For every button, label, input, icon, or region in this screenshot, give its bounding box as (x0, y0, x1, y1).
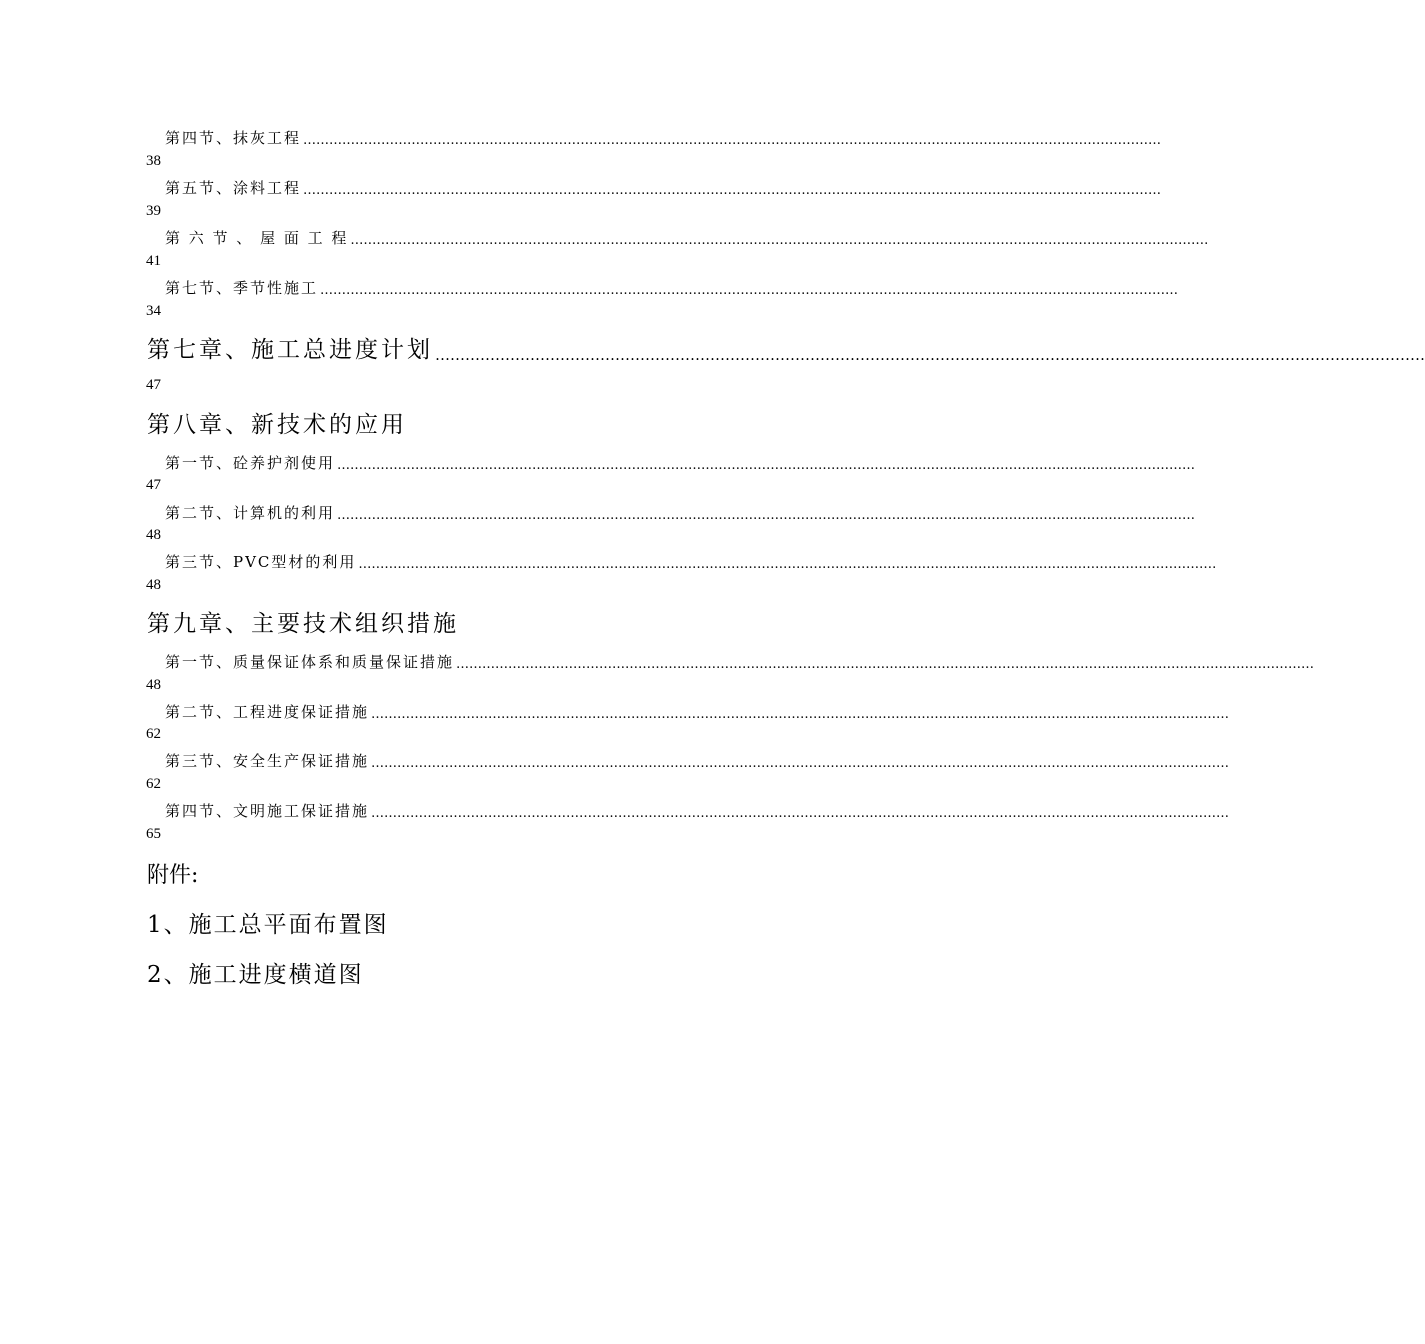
toc-chapter-title: 第八章、新技术的应用 (147, 412, 407, 438)
toc-entry-section (147, 700, 1230, 722)
toc-entry-title: 第四节、文明施工保证措施 (165, 802, 370, 820)
toc-entry-section (147, 749, 1230, 771)
toc-page-number: 47 (146, 377, 161, 393)
appendix-heading: 附件: (147, 863, 199, 888)
toc-entry-title: 第四节、抹灰工程 (165, 129, 302, 147)
toc-chapter-title: 第七章、施工总进度计划 (147, 337, 433, 363)
toc-dot-leader: ……………………………………………………………………………………………………………………………………………………………………………… (456, 657, 1315, 672)
toc-page-number: 48 (146, 577, 161, 593)
toc-entry-section (147, 276, 1179, 298)
toc-entry-chapter (147, 608, 860, 638)
toc-entry-title: 第一节、砼养护剂使用 (165, 454, 336, 472)
toc-page-number: 48 (146, 527, 161, 543)
toc-page-number: 65 (146, 826, 161, 842)
appendix-item: 1、施工总平面布置图 (147, 912, 389, 938)
toc-entry-chapter (147, 409, 860, 439)
toc-page-number: 39 (146, 203, 161, 219)
toc-dot-leader: ……………………………………………………………………………………………………………………………………………………………………………… (303, 133, 1162, 148)
toc-page-number: 62 (146, 726, 161, 742)
toc-dot-leader: ……………………………………………………………………………………………………………………………………………………………………………… (337, 458, 1196, 473)
toc-entry-section (147, 126, 1162, 148)
toc-dot-leader: ……………………………………………………………………………………………………………………………………………………………………………… (371, 806, 1230, 821)
toc-entry-title: 第三节、安全生产保证措施 (165, 752, 370, 770)
toc-dot-leader: ……………………………………………………………………………………………………………………………………………………………………………… (435, 346, 1425, 364)
toc-entry-title: 第五节、涂料工程 (165, 179, 302, 197)
toc-dot-leader: ……………………………………………………………………………………………………………………………………………………………………………… (350, 233, 1209, 248)
toc-dot-leader: ……………………………………………………………………………………………………………………………………………………………………………… (371, 707, 1230, 722)
toc-page-number: 48 (146, 677, 161, 693)
toc-entry-section (147, 550, 1217, 572)
toc-page-number: 47 (146, 477, 161, 493)
toc-page-number: 38 (146, 153, 161, 169)
toc-entry-section (147, 451, 1196, 473)
toc-entry-title: 第七节、季节性施工 (165, 279, 319, 297)
toc-entry-title: 第一节、质量保证体系和质量保证措施 (165, 653, 455, 671)
toc-entry-chapter (147, 334, 1425, 364)
toc-entry-title: 第三节、PVC型材的利用 (165, 553, 357, 571)
toc-entry-section (147, 501, 1196, 523)
toc-entry-title: 第二节、计算机的利用 (165, 504, 336, 522)
toc-page-number: 34 (146, 303, 161, 319)
toc-entry-section (147, 176, 1162, 198)
toc-entry-section (147, 226, 1209, 248)
toc-entry-title: 第二节、工程进度保证措施 (165, 703, 370, 721)
toc-chapter-title: 第九章、主要技术组织措施 (147, 611, 459, 637)
toc-page-number: 62 (146, 776, 161, 792)
toc-entry-section (147, 650, 1315, 672)
toc-dot-leader: ……………………………………………………………………………………………………………………………………………………………………………… (337, 508, 1196, 523)
appendix-item: 2、施工进度横道图 (147, 962, 364, 988)
toc-entry-section (147, 799, 1230, 821)
toc-dot-leader: ……………………………………………………………………………………………………………………………………………………………………………… (320, 283, 1179, 298)
toc-entry-title: 第 六 节 、 屋 面 工 程 (165, 229, 349, 247)
toc-dot-leader: ……………………………………………………………………………………………………………………………………………………………………………… (303, 183, 1162, 198)
toc-page-number: 41 (146, 253, 161, 269)
toc-dot-leader: ……………………………………………………………………………………………………………………………………………………………………………… (371, 756, 1230, 771)
toc-dot-leader: ……………………………………………………………………………………………………………………………………………………………………………… (358, 557, 1217, 572)
